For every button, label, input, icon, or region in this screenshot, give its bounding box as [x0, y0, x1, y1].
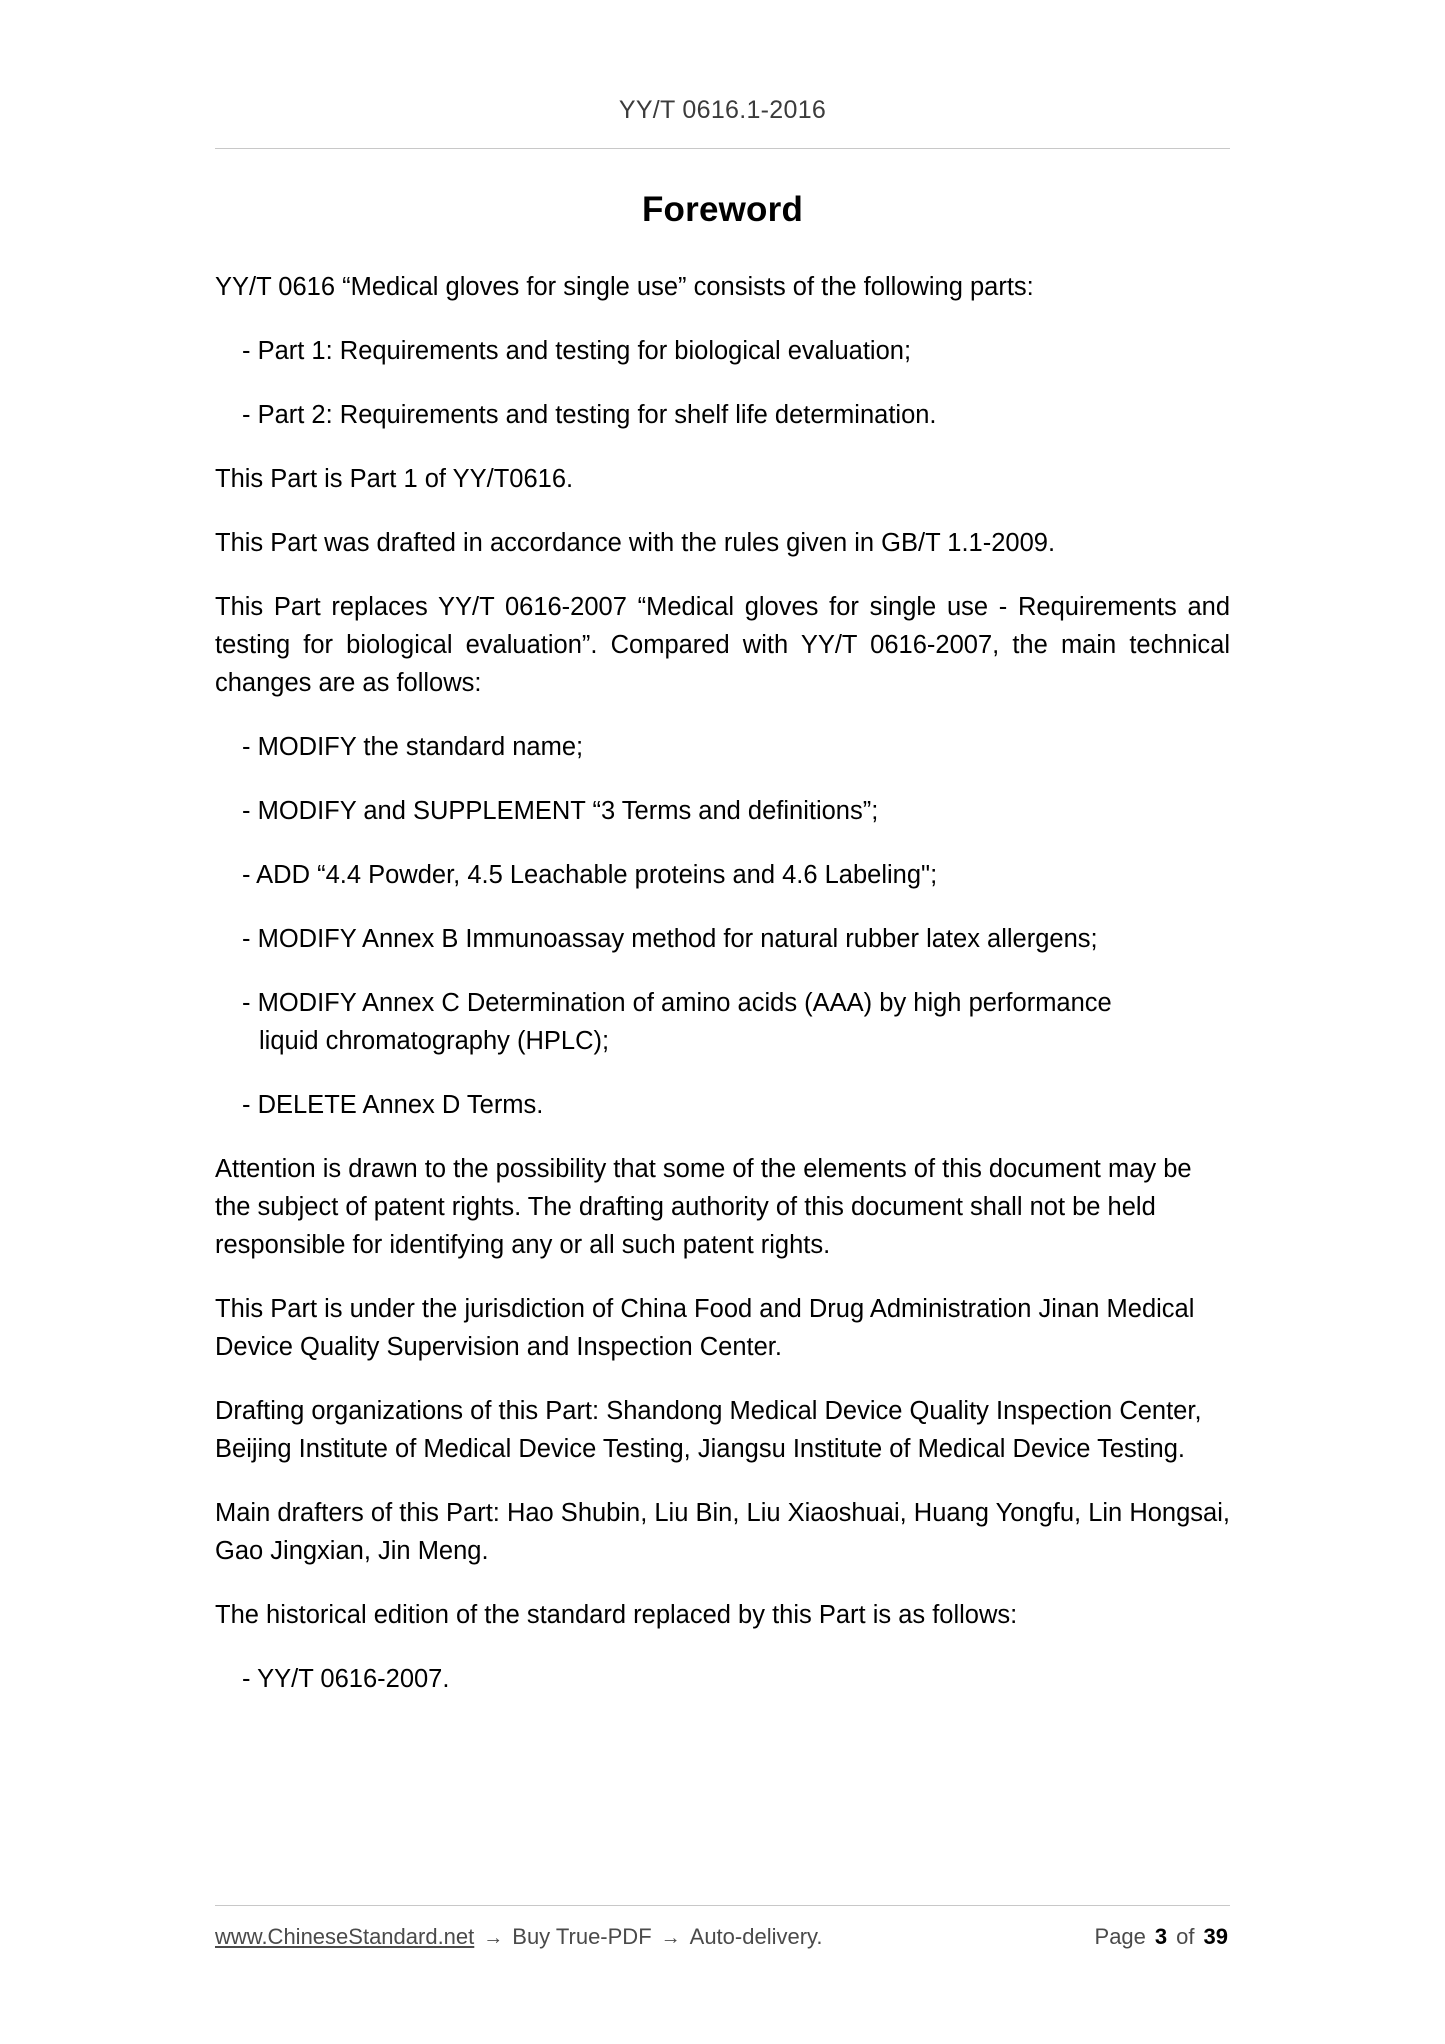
- paragraph-drafting-organizations: Drafting organizations of this Part: Shandong Medical Device Quality Inspection Center, Beijing Institute of Medical Device Testing, Jiangsu Institute of Medical Device Testing.: [215, 1397, 1202, 1463]
- list-item: - MODIFY the standard name;: [242, 733, 584, 761]
- page-label: Page: [1094, 1924, 1146, 1949]
- page-number: 3: [1154, 1924, 1168, 1949]
- footer-left: [215, 1924, 1095, 1950]
- paragraph-replaces: This Part replaces YY/T 0616-2007 “Medical gloves for single use - Requirements and testing for biological evaluation”. Compared with YY/T 0616-2007, the main technical changes are as follows:: [215, 593, 1230, 697]
- website-link[interactable]: www.ChineseStandard.net: [215, 1924, 475, 1949]
- paragraph-intro: YY/T 0616 “Medical gloves for single use” consists of the following parts:: [215, 273, 1034, 301]
- buy-label: Buy True-PDF: [512, 1924, 652, 1949]
- paragraph-drafting-rules: This Part was drafted in accordance with the rules given in GB/T 1.1-2009.: [215, 529, 1056, 557]
- page-total: 39: [1203, 1924, 1228, 1949]
- list-item-line2: liquid chromatography (HPLC);: [259, 1027, 610, 1055]
- page-footer: [215, 1905, 1230, 1950]
- list-item: - ADD “4.4 Powder, 4.5 Leachable proteins and 4.6 Labeling";: [242, 861, 938, 889]
- list-item: - MODIFY Annex B Immunoassay method for natural rubber latex allergens;: [242, 925, 1098, 953]
- list-item: - MODIFY and SUPPLEMENT “3 Terms and definitions”;: [242, 797, 879, 825]
- page-indicator: [1095, 1924, 1230, 1950]
- list-item: - Part 1: Requirements and testing for biological evaluation;: [242, 337, 912, 365]
- page-header: YY/T 0616.1-2016: [618, 96, 827, 124]
- list-item: - YY/T 0616-2007.: [242, 1665, 450, 1693]
- paragraph-jurisdiction: This Part is under the jurisdiction of China Food and Drug Administration Jinan Medical Device Quality Supervision and Inspection Center.: [215, 1295, 1195, 1361]
- paragraph-historical-edition: The historical edition of the standard replaced by this Part is as follows:: [215, 1601, 1018, 1629]
- header-divider: [215, 148, 1230, 149]
- arrow-right-icon: →: [660, 1927, 681, 1949]
- document-body: [215, 190, 1230, 1724]
- arrow-right-icon: →: [483, 1927, 504, 1949]
- footer-row: [215, 1924, 1230, 1950]
- list-item: [215, 984, 1230, 1060]
- footer-divider: [215, 1905, 1230, 1906]
- paragraph-part-scope: This Part is Part 1 of YY/T0616.: [215, 465, 574, 493]
- paragraph-patent-notice: Attention is drawn to the possibility that some of the elements of this document may be the subject of patent rights. The drafting authority of this document shall not be held responsible for identifying any or all such patent rights.: [215, 1155, 1192, 1259]
- of-label: of: [1176, 1924, 1195, 1949]
- list-item: - DELETE Annex D Terms.: [242, 1091, 544, 1119]
- page-title: Foreword: [641, 190, 804, 229]
- list-item: - Part 2: Requirements and testing for shelf life determination.: [242, 401, 937, 429]
- delivery-label: Auto-delivery.: [689, 1924, 823, 1949]
- list-item-line1: - MODIFY Annex C Determination of amino acids (AAA) by high performance: [242, 989, 1112, 1017]
- paragraph-main-drafters: Main drafters of this Part: Hao Shubin, Liu Bin, Liu Xiaoshuai, Huang Yongfu, Lin Hongsai, Gao Jingxian, Jin Meng.: [215, 1499, 1230, 1565]
